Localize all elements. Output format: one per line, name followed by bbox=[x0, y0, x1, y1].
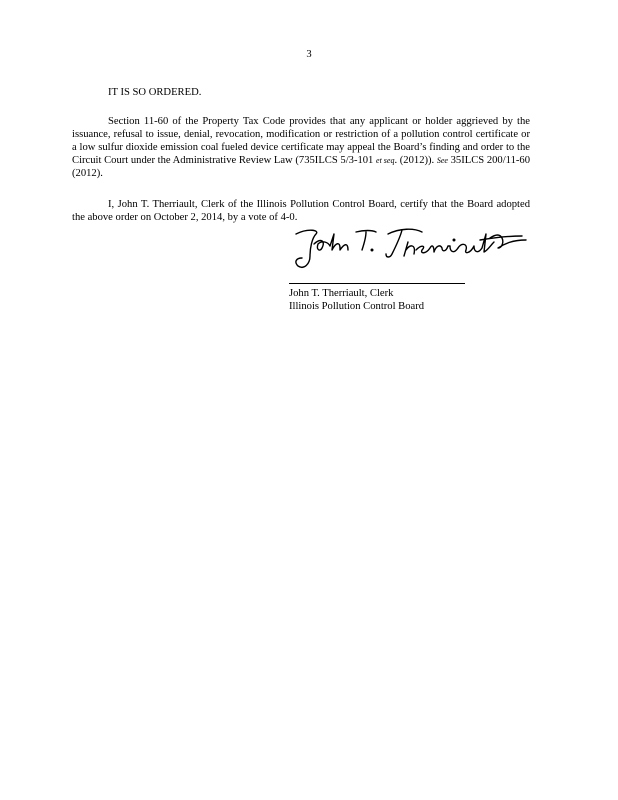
page-number: 3 bbox=[306, 49, 312, 60]
order-heading: IT IS SO ORDERED. bbox=[108, 87, 202, 98]
certification-paragraph: I, John T. Therriault, Clerk of the Illinois Pollution Control Board, certify that the Board adopted the above order on October 2, 2014, by a vote of 4-0. bbox=[72, 199, 530, 223]
appeal-text-part-1: Section 11-60 of the Property Tax Code provides that any applicant or holder aggrieved by the issuance, refusal to issue, denial, revocation, modification or restriction of a pollution control certificate or a low sulfur dioxide emission coal fueled device certificate may appeal the Board’s finding and order to the Circuit Court under the Administrative Review Law (735ILCS 5/3-101 bbox=[72, 116, 530, 166]
signature-line bbox=[289, 283, 465, 284]
signer-name: John T. Therriault, Clerk bbox=[289, 288, 394, 299]
signer-block bbox=[289, 287, 424, 313]
handwritten-signature bbox=[290, 224, 530, 272]
signer-organization: Illinois Pollution Control Board bbox=[289, 301, 425, 312]
et-seq-citation: et seq bbox=[376, 156, 395, 165]
appeal-text-part-3: 35ILCS 200/11-60 (2012). bbox=[72, 155, 530, 179]
appeal-paragraph bbox=[72, 115, 530, 180]
see-signal: See bbox=[436, 156, 448, 165]
appeal-text-part-2: . (2012)). bbox=[394, 155, 437, 166]
